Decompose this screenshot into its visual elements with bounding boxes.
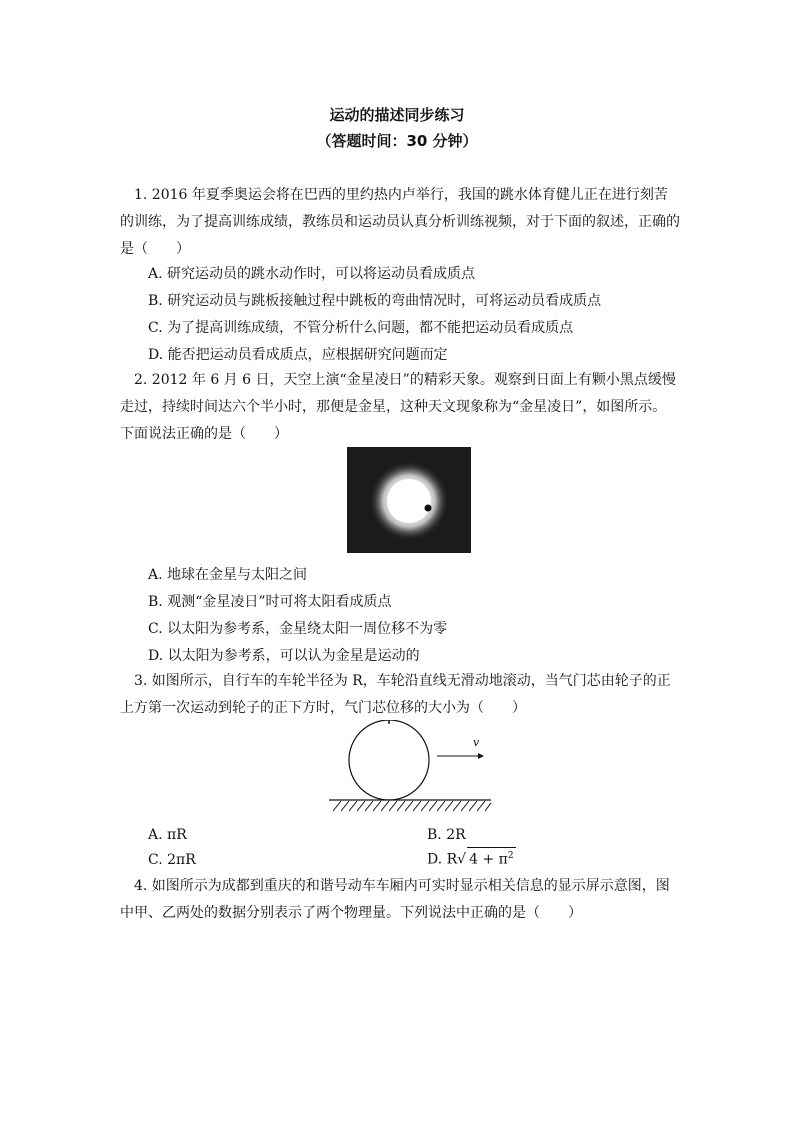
question-1-option-b[interactable]: B. 研究运动员与跳板接触过程中跳板的弯曲情况时，可将运动员看成质点	[148, 293, 602, 309]
page-title: 运动的描述同步练习	[329, 106, 465, 124]
question-2-option-d[interactable]: D. 以太阳为参考系，可以认为金星是运动的	[148, 648, 420, 664]
venus-dot	[425, 505, 432, 512]
question-3-stem: 3. 如图所示，自行车的车轮半径为 R，车轮沿直线无滑动地滚动，当气门芯由轮子的正上方第一次运动到轮子的正下方时，气门芯位移的大小为（ ）	[120, 673, 671, 716]
question-1-stem: 1. 2016 年夏季奥运会将在巴西的里约热内卢举行，我国的跳水体育健儿正在进行刻苦的训练，为了提高训练成绩，教练员和运动员认真分析训练视频，对于下面的叙述，正确的是（ ）	[120, 187, 680, 257]
sqrt-sign: √	[457, 851, 467, 868]
velocity-arrow-head	[478, 753, 484, 759]
question-3-option-b[interactable]: B. 2R	[427, 827, 466, 843]
bicycle-wheel-diagram	[325, 720, 493, 814]
question-1-option-d[interactable]: D. 能否把运动员看成质点，应根据研究问题而定	[148, 347, 448, 363]
velocity-label: v	[473, 736, 480, 749]
question-2-option-c[interactable]: C. 以太阳为参考系，金星绕太阳一周位移不为零	[148, 621, 448, 637]
wheel-circle	[349, 720, 429, 800]
question-2-option-b[interactable]: B. 观测“金星凌日”时可将太阳看成质点	[148, 594, 392, 610]
question-3-option-d[interactable]	[427, 847, 516, 870]
question-1-option-a[interactable]: A. 研究运动员的跳水动作时，可以将运动员看成质点	[148, 266, 476, 282]
question-4-stem: 4. 如图所示为成都到重庆的和谐号动车车厢内可实时显示相关信息的显示屏示意图，图中甲、乙两处的数据分别表示了两个物理量。下列说法中正确的是（ ）	[120, 878, 670, 921]
sqrt-radicand	[467, 847, 515, 868]
venus-transit-image	[347, 447, 471, 553]
question-3-option-c[interactable]: C. 2πR	[148, 852, 196, 868]
question-3-option-a[interactable]: A. πR	[148, 827, 187, 843]
question-3-option-d-label: D. R	[427, 851, 458, 868]
radicand-text: 4 + π	[469, 851, 508, 868]
radicand-exponent: 2	[507, 851, 514, 861]
ground-hatching	[333, 801, 491, 811]
question-2-stem: 2. 2012 年 6 月 6 日，天空上演“金星凌日”的精彩天象。观察到日面上有颗小黑点缓慢走过，持续时间达六个半小时，那便是金星，这种天文现象称为“金星凌日”，如图所示。下面说法正确的是（ ）	[120, 372, 676, 442]
question-2-option-a[interactable]: A. 地球在金星与太阳之间	[148, 567, 308, 583]
venus-transit-photo	[347, 447, 471, 553]
page-subtitle: （答题时间：30 分钟）	[316, 132, 478, 150]
question-1-option-c[interactable]: C. 为了提高训练成绩，不管分析什么问题，都不能把运动员看成质点	[148, 320, 574, 336]
